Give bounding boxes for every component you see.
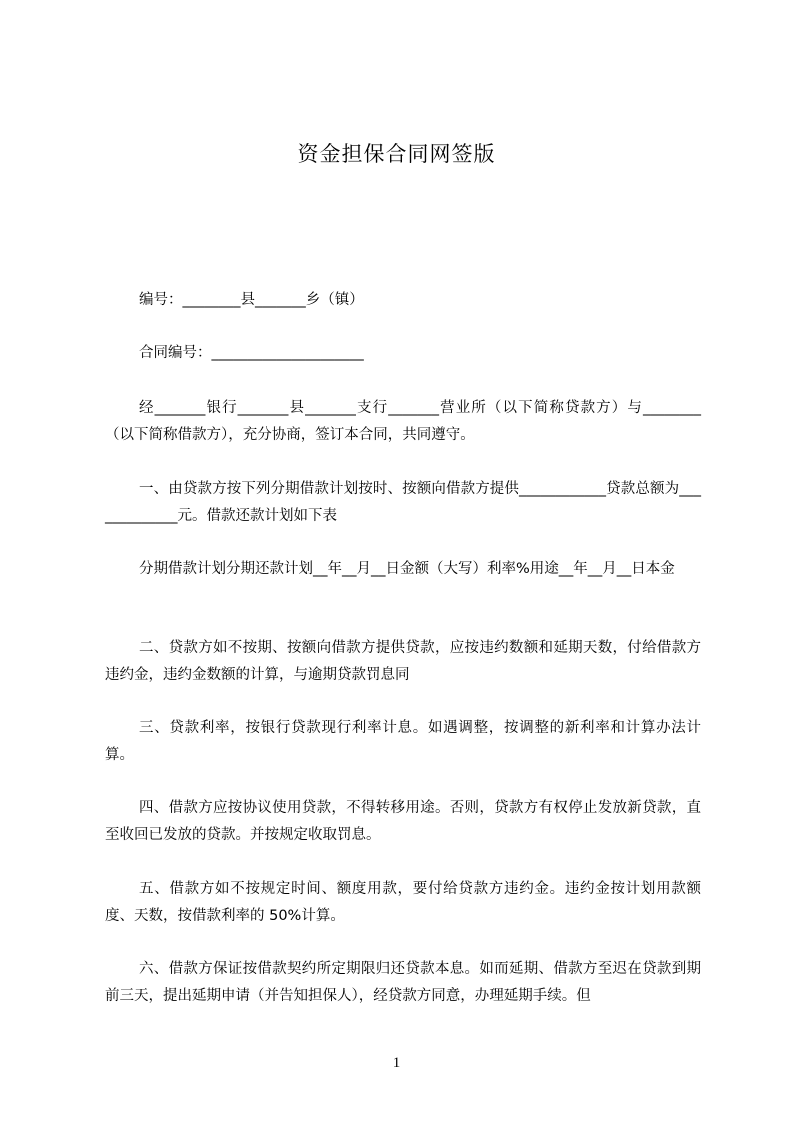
contract-serial-line: 编号：________县_______乡（镇） (139, 292, 364, 308)
repayment-plan-paragraph: 分期借款计划分期还款计划__年__月__日金额（大写）利率%用途__年__月__日本金 (139, 561, 675, 577)
clause-2-paragraph: 二、贷款方如不按期、按额向借款方提供贷款，应按违约数额和延期天数，付给借款方违约金，违约金数额的计算，与逾期贷款罚息同 (105, 640, 701, 683)
contract-number-line: 合同编号：_____________________ (139, 345, 364, 361)
page-number: 1 (392, 1055, 401, 1071)
document-title: 资金担保合同网签版 (297, 142, 496, 166)
clause-4-paragraph: 四、借款方应按协议使用贷款，不得转移用途。否则，贷款方有权停止发放新贷款，直至收回已发放的贷款。并按规定收取罚息。 (105, 800, 701, 843)
clause-5-paragraph: 五、借款方如不按规定时间、额度用款，要付给贷款方违约金。违约金按计划用款额度、天数，按借款利率的 50%计算。 (105, 881, 701, 924)
clause-6-paragraph: 六、借款方保证按借款契约所定期限归还贷款本息。如而延期、借款方至迟在贷款到期前三天，提出延期申请（并告知担保人），经贷款方同意，办理延期手续。但 (105, 961, 701, 1004)
preamble-paragraph: 经_______银行_______县_______支行_______营业所（以下简称贷款方）与________（以下简称借款方），充分协商，签订本合同，共同遵守。 (105, 400, 701, 443)
clause-3-paragraph: 三、贷款利率，按银行贷款现行利率计息。如遇调整，按调整的新利率和计算办法计算。 (105, 720, 701, 763)
clause-1-paragraph: 一、由贷款方按下列分期借款计划按时、按额向借款方提供____________贷款总额为_____________元。借款还款计划如下表 (105, 481, 701, 524)
